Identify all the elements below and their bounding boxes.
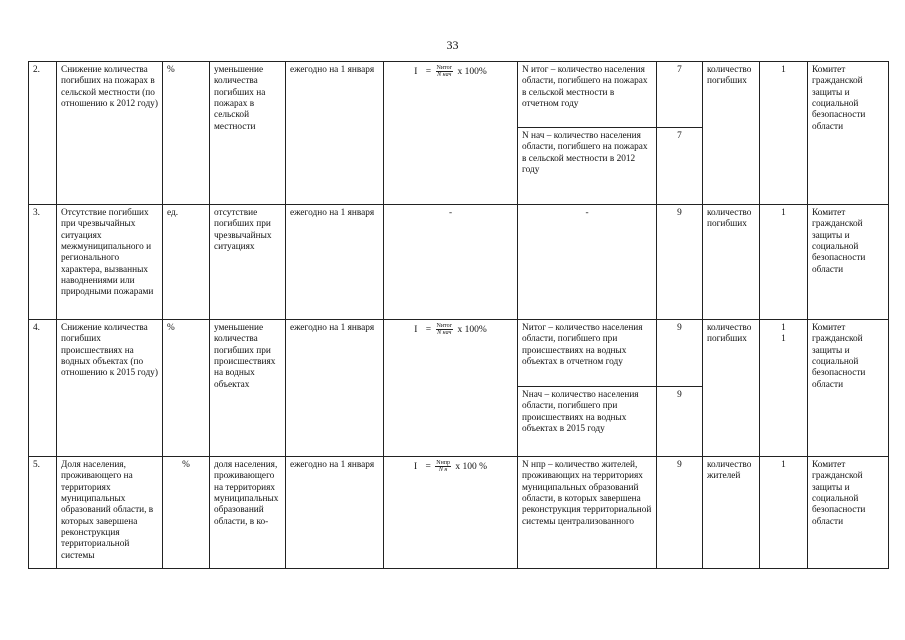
row-number: 4. [29,320,57,457]
responsible: Комитет гражданской защиты и социальной безопасности области [808,205,889,320]
row-number: 5. [29,457,57,569]
variable-value: 9 [657,320,703,387]
unit: % [163,62,210,205]
variable-value: 7 [657,62,703,128]
code: 1 [760,457,808,569]
indicator-description: отсутствие погибших при чрезвычайных ситуациях [210,205,286,320]
responsible: Комитет гражданской защиты и социальной безопасности области [808,62,889,205]
period: ежегодно на 1 января [286,205,384,320]
code: 1 [760,205,808,320]
formula-numerator: Nитог [436,65,453,71]
responsible: Комитет гражданской защиты и социальной безопасности области [808,457,889,569]
method: количество погибших [703,320,760,457]
formula-fraction [436,65,454,79]
variable-value: 7 [657,128,703,205]
row-number: 2. [29,62,57,205]
formula-tail: x 100% [457,324,487,335]
unit: % [163,457,210,569]
indicator-name: Доля населения, проживающего на территориях муниципальных образований области, в которых завершена реконструкция территориальной системы [57,457,163,569]
code-line: 1 [781,323,786,333]
method: количество погибших [703,62,760,205]
formula-eq: = [425,461,431,472]
indicator-name: Отсутствие погибших при чрезвычайных ситуациях межмуниципального и регионального характера, вызванных наводнениями или природными пожарами [57,205,163,320]
code: 1 [760,62,808,205]
method: количество погибших [703,205,760,320]
variable-value: 9 [657,387,703,457]
formula-eq: = [425,66,432,77]
formula-lhs: I [414,66,418,77]
formula [384,320,518,457]
variable-value: 9 [657,205,703,320]
page-number: 33 [446,38,459,52]
unit: % [163,320,210,457]
formula [384,62,518,205]
indicator-description: уменьшение количества погибших на пожарах в сельской местности [210,62,286,205]
formula-denominator: N нач [437,330,452,337]
formula-tail: x 100% [457,66,487,77]
variable-value: 9 [657,457,703,569]
formula-eq: = [425,324,432,335]
variable-description: - [518,205,657,320]
variable-description: N нпр – количество жителей, проживающих на территориях муниципальных образований области, в которых завершена реконструкция территориальной системы централизованного [518,457,657,569]
code [760,320,808,457]
formula-tail: x 100 % [455,461,488,472]
table-row [29,205,889,320]
code-line: 1 [781,334,786,345]
formula-lhs: I [413,461,418,472]
indicator-name: Снижение количества погибших на пожарах в сельской местности (по отношению к 2012 году) [57,62,163,205]
formula: - [384,205,518,320]
formula [384,457,518,569]
formula-denominator: N н [438,467,448,474]
formula-fraction [436,323,454,337]
formula-fraction [435,460,451,474]
row-number: 3. [29,205,57,320]
unit: ед. [163,205,210,320]
responsible: Комитет гражданской защиты и социальной безопасности области [808,320,889,457]
formula-numerator: Nнпр [436,460,450,466]
indicator-description: доля населения, проживающего на территориях муниципальных образований области, в ко- [210,457,286,569]
variable-description: N итог – количество населения области, погибшего на пожарах в сельской местности в отчетном году [518,62,657,128]
variable-description: Nитог – количество населения области, погибшего при происшествиях на водных объектах в отчетном году [518,320,657,387]
table-row [29,62,889,128]
indicators-table [28,61,889,569]
table-row [29,320,889,387]
indicator-description: уменьшение количества погибших при происшествиях на водных объектах [210,320,286,457]
formula-numerator: Nитог [436,323,453,329]
method: количество жителей [703,457,760,569]
period: ежегодно на 1 января [286,320,384,457]
variable-description: Nнач – количество населения области, погибшего при происшествиях на водных объектах в 2015 году [518,387,657,457]
period: ежегодно на 1 января [286,62,384,205]
variable-description: N нач – количество населения области, погибшего на пожарах в сельской местности в 2012 году [518,128,657,205]
period: ежегодно на 1 января [286,457,384,569]
formula-lhs: I [414,324,418,335]
formula-denominator: N нач [437,72,452,79]
indicator-name: Снижение количества погибших происшествиях на водных объектах (по отношению к 2015 году) [57,320,163,457]
table-row [29,457,889,569]
